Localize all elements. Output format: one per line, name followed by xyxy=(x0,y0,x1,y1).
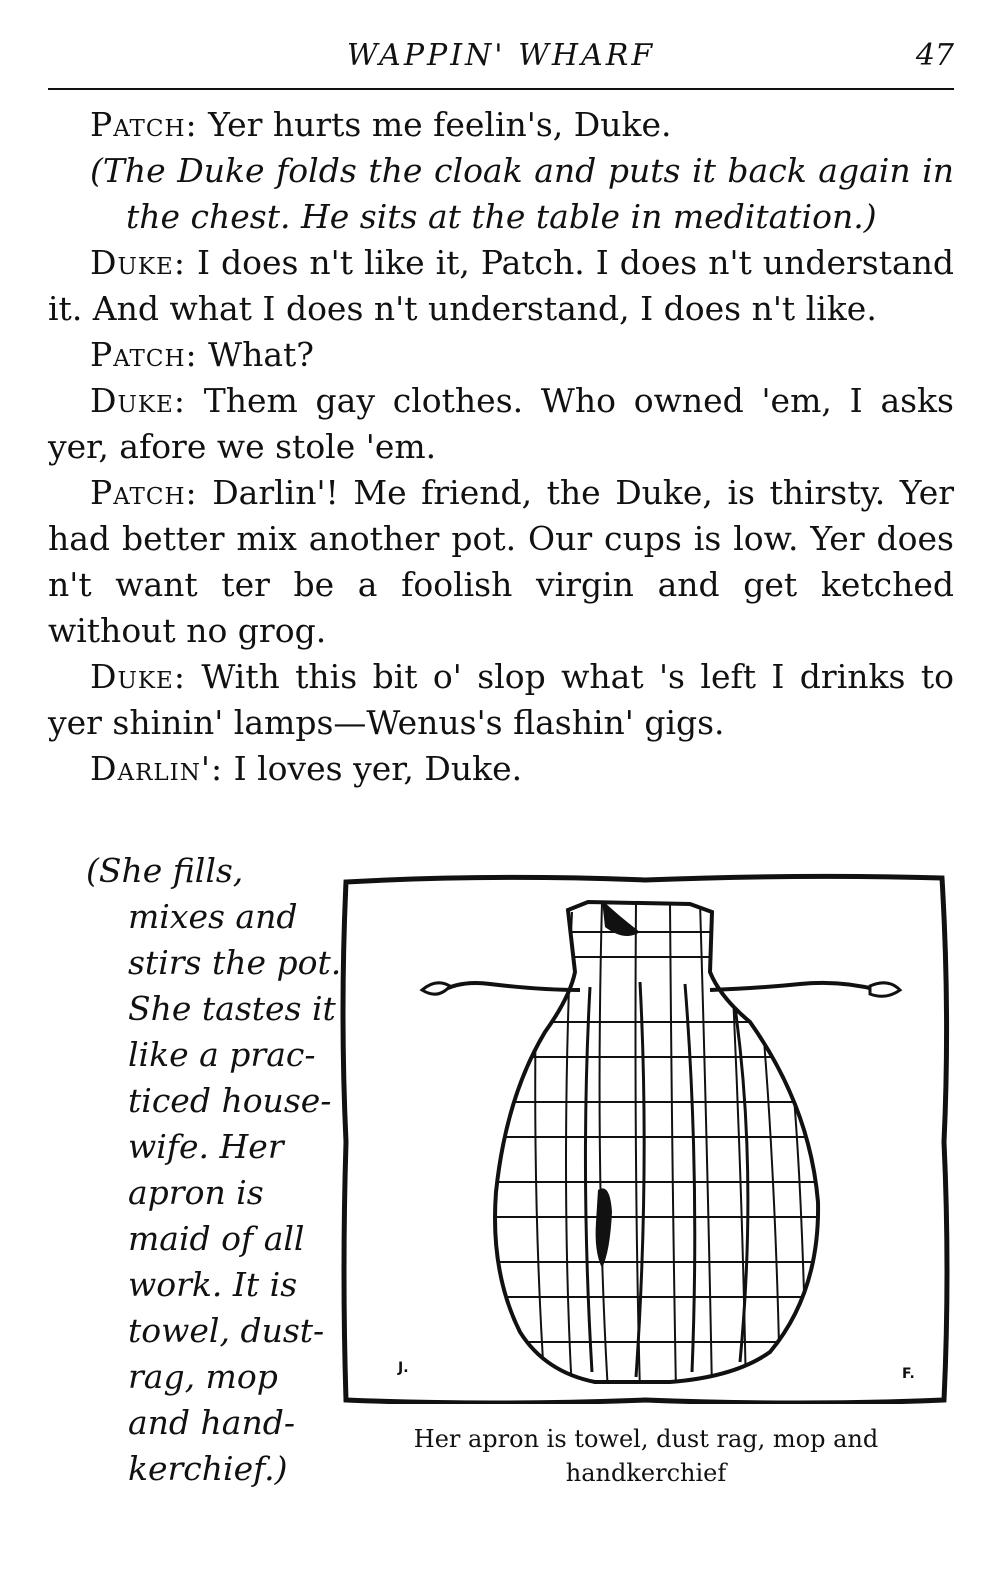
speech-text: I does n't like it, Patch. I does n't understand it. And what I does n't understand, I does n't like. xyxy=(48,243,954,328)
speech-text: What? xyxy=(208,335,314,374)
side-stage-direction xyxy=(86,848,342,1492)
speech-text: With this bit o' slop what 's left I drinks to yer shinin' lamps—Wenus's flashin' gigs. xyxy=(48,657,954,742)
speech xyxy=(48,240,954,332)
speech xyxy=(48,378,954,470)
speech xyxy=(48,654,954,746)
header-rule xyxy=(48,88,954,90)
direction-line: kerchief.) xyxy=(128,1449,288,1488)
direction-line: like a prac- xyxy=(128,1035,316,1074)
direction-line: stirs the pot. xyxy=(128,943,342,982)
speech-text: I loves yer, Duke. xyxy=(233,749,523,788)
direction-line: work. It is xyxy=(128,1265,298,1304)
running-title: WAPPIN' WHARF xyxy=(346,38,656,73)
page-number: 47 xyxy=(915,38,954,73)
figure-caption: Her apron is towel, dust rag, mop and handkerchief xyxy=(413,1425,879,1487)
speech-text: Yer hurts me feelin's, Duke. xyxy=(208,105,672,144)
direction-line: apron is xyxy=(128,1173,264,1212)
speaker: Patch: xyxy=(90,473,198,512)
signature-right: F. xyxy=(902,1366,915,1382)
running-header xyxy=(48,30,954,74)
speaker: Duke: xyxy=(90,657,186,696)
direction-line: She tastes it xyxy=(128,989,336,1028)
direction-line: wife. Her xyxy=(128,1127,284,1166)
speaker: Duke: xyxy=(90,381,186,420)
speech-text: Darlin'! Me friend, the Duke, is thirsty. Yer had better mix another pot. Our cups is low. Yer does n't want ter be a foolish virgin and get ketched without no grog. xyxy=(48,473,954,650)
speech xyxy=(48,102,954,148)
speaker: Darlin': xyxy=(90,749,224,788)
signature-left: J. xyxy=(398,1360,409,1376)
speech xyxy=(48,470,954,654)
stage-direction: (The Duke folds the cloak and puts it back again in the chest. He sits at the table in meditation.) xyxy=(90,151,954,236)
string-end-left xyxy=(422,983,450,994)
apron-outline xyxy=(495,902,818,1382)
direction-line: ticed house- xyxy=(128,1081,332,1120)
speaker: Patch: xyxy=(90,105,198,144)
direction-line: maid of all xyxy=(128,1219,305,1258)
direction-line: and hand- xyxy=(128,1403,295,1442)
direction-line: rag, mop xyxy=(128,1357,278,1396)
direction-line: towel, dust- xyxy=(128,1311,325,1350)
speech-text: Them gay clothes. Who owned 'em, I asks yer, afore we stole 'em. xyxy=(48,381,954,466)
string-end-right xyxy=(870,983,900,996)
speech xyxy=(48,746,954,792)
direction-line: (She fills, xyxy=(86,851,244,890)
speaker: Patch: xyxy=(90,335,198,374)
direction-line: mixes and xyxy=(128,897,298,936)
speaker: Duke: xyxy=(90,243,186,282)
speech xyxy=(48,332,954,378)
apron-illustration xyxy=(340,872,950,1404)
dialogue xyxy=(48,102,954,792)
